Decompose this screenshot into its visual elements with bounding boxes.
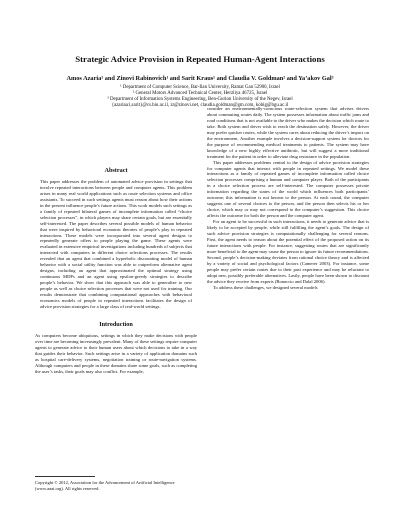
right-paragraph-1: consider an environmentally-conscious route-selection system that advises drivers about commuting routes daily. The system possesses information about traffic jams and road conditions that is not available to the driver who makes the decision which route to take. Both system and driver wish to reach the destination safely. However, the driver may prefer quicker routes, while the system cares about reducing the driver’s impact on the environment. Another example involves a decision-support system for doctors for the purpose of recommending medical treatments to patients. The system may have knowledge of a new highly effective antibiotic, but will suggest a more traditional treatment for the patient in order to alleviate drug resistance in the population. — [207, 106, 369, 159]
author-emails: {azariaa1,sarit}@cs.biu.ac.il, zr@zinovi.net, claudia.goldman@gm.com, kobig@bgu.ac.il — [111, 103, 289, 108]
affiliation-2: ² General Motors Advanced Technical Center, Herzliya 46725, Israel — [132, 91, 268, 96]
affiliation-1: ¹ Department of Computer Science, Bar-Ilan University, Ramat Gan 52900, Israel — [120, 85, 280, 90]
abstract-heading: Abstract — [104, 167, 128, 174]
author-list: Amos Azaria¹ and Zinovi Rabinovich¹ and Sarit Kraus¹ and Claudia V. Goldman² and Ya’akov Gal³ — [66, 75, 334, 82]
copyright-notice — [35, 476, 197, 492]
footnote-rule — [35, 476, 95, 477]
right-paragraph-4: To address these challenges, we designed several models — [213, 284, 318, 290]
intro-paragraph: As computers become ubiquitous, settings in which they make decisions with people over time are becoming increasingly prevalent. Many of these settings require computer agents to generate advice to their human users about which decisions to take in a way that guides their behavior. Such settings arise in a variety of application domains such as hospital care-delivery systems, negotiation training or route-navigation systems. Although computers and people in these domains share some goals, such as completing the user’s tasks, their goals may also conflict. For example, — [35, 332, 197, 374]
copyright-text: Copyright © 2012, Association for the Advancement of Artificial Intelligence (www.aaai.org). All rights reserved. — [35, 480, 175, 491]
left-column — [35, 168, 197, 375]
right-paragraph-3: For an agent to be successful in such interactions, it needs to generate advice that is likely to be accepted by people, while still fulfilling the agent’s goals. The design of such advice provision strategies is computationally challenging for several reasons. First, the agent needs to reason about the potential effect of the proposed action on its future interactions with people. For instance, suggesting routes that are significantly more beneficial to the agent may cause the person to ignore its future recommendations. Second, people’s decision-making deviates from rational choice theory and is affected by a variety of social and psychological factors (Camerer 2003). For instance, some people may prefer certain routes due to their past experience and may be reluctant to adopt new, possibly preferable alternatives. Lastly, people have been shown to discount the advice they receive from experts (Bonaccio and Dalal 2006). — [207, 219, 370, 284]
abstract-text: This paper addresses the problem of automated advice provision in settings that involve repeated interactions between people and computer agents. This problem arises in many real world applications such as route selection systems and office assistants. To succeed in such settings agents must reason about how their actions in the present influence people’s future actions. This work models such settings as a family of repeated bilateral games of incomplete information called “choice selection processes”, in which players may share certain goals, but are essentially self-interested. The paper describes several possible models of human behavior that were inspired by behavioral economic theories of people’s play in repeated interactions. These models were incorporated into several agent designs to repeatedly generate offers to people playing the game. These agents were evaluated in extensive empirical investigations including hundreds of subjects that interacted with computers in different choice selections processes. The results revealed that an agent that combined a hyperbolic discounting model of human behavior with a social utility function was able to outperform alternative agent designs, including an agent that approximated the optimal strategy using continuous MDPs and an agent using epsilon-greedy strategies to describe people’s behavior. We show that this approach was able to generalize to new people as well as choice selection processes that were not used for training. Our results demonstrate that combining computational approaches with behavioral economics models of people in repeated interactions facilitates the design of advice provision strategies for a large class of real-world settings. — [40, 178, 192, 309]
right-column — [207, 106, 369, 291]
introduction-heading: Introduction — [99, 320, 133, 328]
right-paragraph-2: This paper addresses problems central to the design of advice provision strategies for computer agents that interact with people in repeated settings. We model these interactions as a family of repeated games of incomplete information called choice selection processes comprising a human and computer player. Both of the participants in a choice selection process are self-interested. The computer possesses private information regarding the states of the world which influences both participants’ outcome; this information is not known to the person. At each round, the computer suggests one of several choices to the person, and the person then selects his or her choice, which may or may not correspond to the computer’s suggestion. This choice affects the outcome for both the person and the computer agent. — [207, 159, 369, 219]
paper-title: Strategic Advice Provision in Repeated Human-Agent Interactions — [75, 54, 325, 64]
affiliation-3: ³ Department of Information Systems Engineering, Ben-Gurion University of the Negev, Israel — [107, 97, 293, 102]
